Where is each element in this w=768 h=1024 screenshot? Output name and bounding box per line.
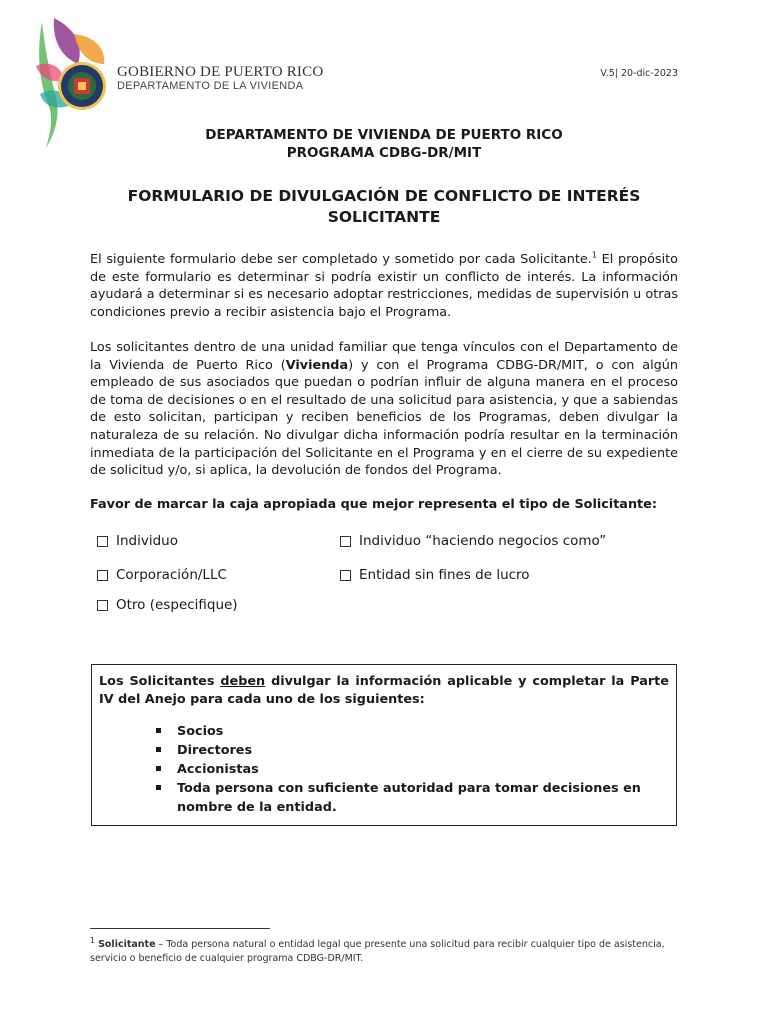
department-program-title <box>0 126 768 162</box>
list-item-text: Accionistas <box>177 762 259 777</box>
list-item <box>99 722 669 741</box>
option-label: Corporación/LLC <box>116 567 227 583</box>
option-label: Otro (especifique) <box>116 597 238 613</box>
option-otro[interactable] <box>97 597 238 613</box>
bullet-icon <box>156 728 161 733</box>
form-title-line1: FORMULARIO DE DIVULGACIÓN DE CONFLICTO DE INTERÉS <box>127 187 641 205</box>
org-heading <box>117 64 323 93</box>
intro-text: El siguiente formulario debe ser completado y sometido por cada Solicitante. <box>90 252 592 267</box>
list-item-text: Socios <box>177 724 224 739</box>
program-title: PROGRAMA CDBG-DR/MIT <box>286 145 482 161</box>
bullet-icon <box>156 785 161 790</box>
bullet-icon <box>156 766 161 771</box>
footnote-divider <box>90 928 270 929</box>
option-corporacion[interactable] <box>97 567 227 583</box>
form-title-line2: SOLICITANTE <box>327 208 441 226</box>
disclosure-text-b: ) y con el Programa CDBG-DR/MIT, o con algún empleado de sus asociados que puedan o podrían influir de alguna manera en el proceso de toma de decisiones o en el resultado de una solicitud para asistencia, y que a sabiendas de esto solicitan, participan y reciben beneficios de los Programas, deben divulgar la naturaleza de su relación. No divulgar dicha información podría resultar en la terminación inmediata de la participación del Solicitante en el Programa y en el cierre de su expediente de solicitud y/o, si aplica, la devolución de fondos del Programa. <box>90 357 679 479</box>
notice-text-a: Los Solicitantes <box>99 674 221 689</box>
checkbox[interactable] <box>340 570 351 581</box>
checkbox[interactable] <box>97 570 108 581</box>
option-individuo-dba[interactable] <box>340 533 606 549</box>
department-title: DEPARTAMENTO DE VIVIENDA DE PUERTO RICO <box>205 127 563 143</box>
intro-text-rest: El propósito de este formulario es determinar si podría existir un conflicto de interés. La información ayudará a determinar si es necesario adoptar restricciones, medidas de supervisión u otras condiciones previo a recibir asistencia bajo el Programa. <box>90 252 678 320</box>
checkbox[interactable] <box>340 536 351 547</box>
org-name: GOBIERNO DE PUERTO RICO <box>117 64 324 80</box>
form-title <box>0 186 768 228</box>
bullet-icon <box>156 747 161 752</box>
disclosure-bold: Vivienda <box>285 357 349 373</box>
checkbox[interactable] <box>97 536 108 547</box>
org-department: DEPARTAMENTO DE LA VIVIENDA <box>117 80 304 92</box>
option-label: Individuo <box>116 533 178 549</box>
applicant-type-prompt: Favor de marcar la caja apropiada que mejor representa el tipo de Solicitante: <box>90 497 657 512</box>
disclosure-paragraph <box>90 339 678 480</box>
option-sin-fines-lucro[interactable] <box>340 567 530 583</box>
list-item-text: Directores <box>177 743 253 758</box>
notice-text <box>99 673 669 709</box>
footnote-ref[interactable]: 1 <box>591 250 597 260</box>
notice-text-b: divulgar la información aplicable y completar la Parte IV del Anejo para cada uno de los siguientes: <box>99 674 669 707</box>
intro-paragraph <box>90 251 678 321</box>
disclosure-text-a: Los solicitantes dentro de una unidad familiar que tenga vínculos con el Departamento de la Vivienda de Puerto Rico ( <box>90 340 678 373</box>
list-item <box>99 760 669 779</box>
footnote <box>90 934 690 966</box>
checkbox[interactable] <box>97 600 108 611</box>
footnote-mark: 1 <box>90 936 96 945</box>
option-label: Individuo “haciendo negocios como” <box>359 533 607 549</box>
option-individuo[interactable] <box>97 533 178 549</box>
notice-emphasis: deben <box>220 674 266 689</box>
notice-list <box>99 722 669 817</box>
footnote-term: Solicitante <box>98 939 156 951</box>
list-item <box>99 779 669 817</box>
list-item-text: Toda persona con suficiente autoridad para tomar decisiones en nombre de la entidad. <box>177 781 641 815</box>
option-label: Entidad sin fines de lucro <box>359 567 530 583</box>
footnote-text: – Toda persona natural o entidad legal que presente una solicitud para recibir cualquier tipo de asistencia, servicio o beneficio de cualquier programa CDBG-DR/MIT. <box>90 939 665 965</box>
list-item <box>99 741 669 760</box>
disclosure-notice-box <box>91 664 677 826</box>
document-version: V.5| 20-dic-2023 <box>600 68 678 79</box>
